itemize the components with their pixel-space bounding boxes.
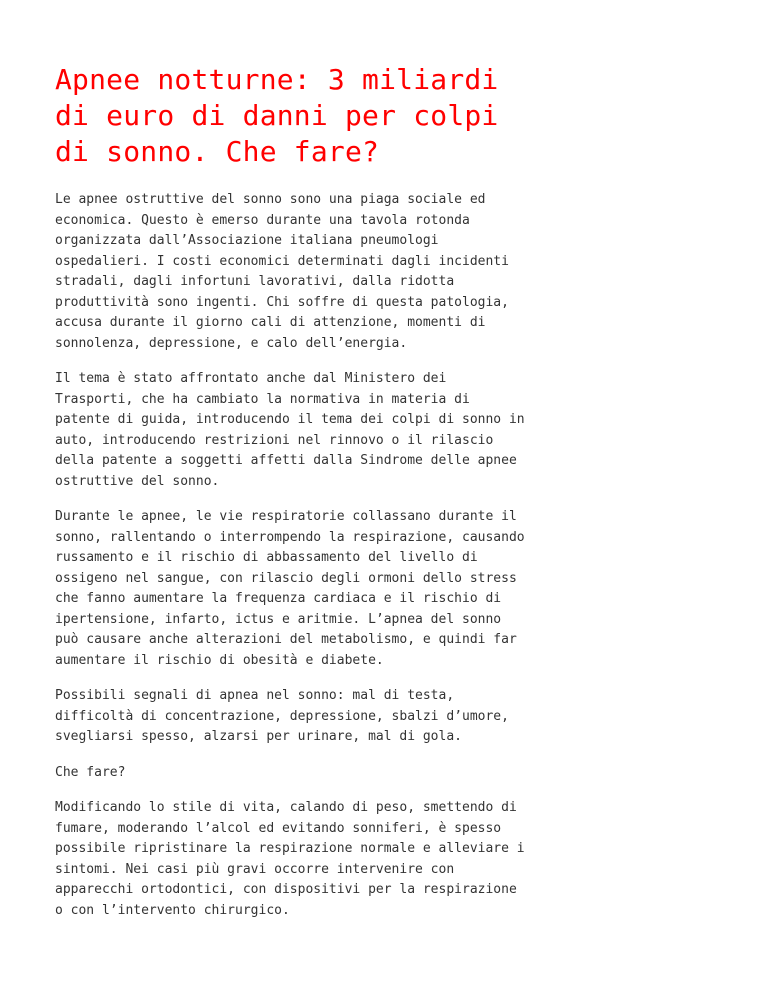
paragraph-mechanism: Durante le apnee, le vie respiratorie collassano durante il sonno, rallentando o interrompendo la respirazione, causando russamento e il rischio di abbassamento del livello di ossigeno nel sangue, con rilascio degli ormoni dello stress che fanno aumentare la frequenza cardiaca e il rischio di ipertensione, infarto, ictus e aritmie. L’apnea del sonno può causare anche alterazioni del metabolismo, e quindi far aumentare il rischio di obesità e diabete. (55, 509, 525, 668)
article-title: Apnee notturne: 3 miliardi di euro di danni per colpi di sonno. Che fare? (55, 63, 499, 168)
paragraph-remedies: Modificando lo stile di vita, calando di peso, smettendo di fumare, moderando l’alcol ed evitando sonniferi, è spesso possibile ripristinare la respirazione normale e alleviare i sintomi. Nei casi più gravi occorre intervenire con apparecchi ortodontici, con dispositivi per la respirazione o con l’intervento chirurgico. (55, 800, 525, 918)
paragraph-intro: Le apnee ostruttive del sonno sono una piaga sociale ed economica. Questo è emerso durante una tavola rotonda organizzata dall’Associazione italiana pneumologi ospedalieri. I costi economici determinati dagli incidenti stradali, dagli infortuni lavorativi, dalla ridotta produttività sono ingenti. Chi soffre di questa patologia, accusa durante il giorno cali di attenzione, momenti di sonnolenza, depressione, e calo dell’energia. (55, 192, 509, 351)
article (55, 62, 525, 936)
paragraph-signals: Possibili segnali di apnea nel sonno: mal di testa, difficoltà di concentrazione, depressione, sbalzi d’umore, svegliarsi spesso, alzarsi per urinare, mal di gola. (55, 688, 509, 744)
paragraph-question: Che fare? (55, 764, 126, 780)
paragraph-ministry: Il tema è stato affrontato anche dal Ministero dei Trasporti, che ha cambiato la normativa in materia di patente di guida, introducendo il tema dei colpi di sonno in auto, introducendo restrizioni nel rinnovo o il rilascio della patente a soggetti affetti dalla Sindrome delle apnee ostruttive del sonno. (55, 371, 525, 489)
